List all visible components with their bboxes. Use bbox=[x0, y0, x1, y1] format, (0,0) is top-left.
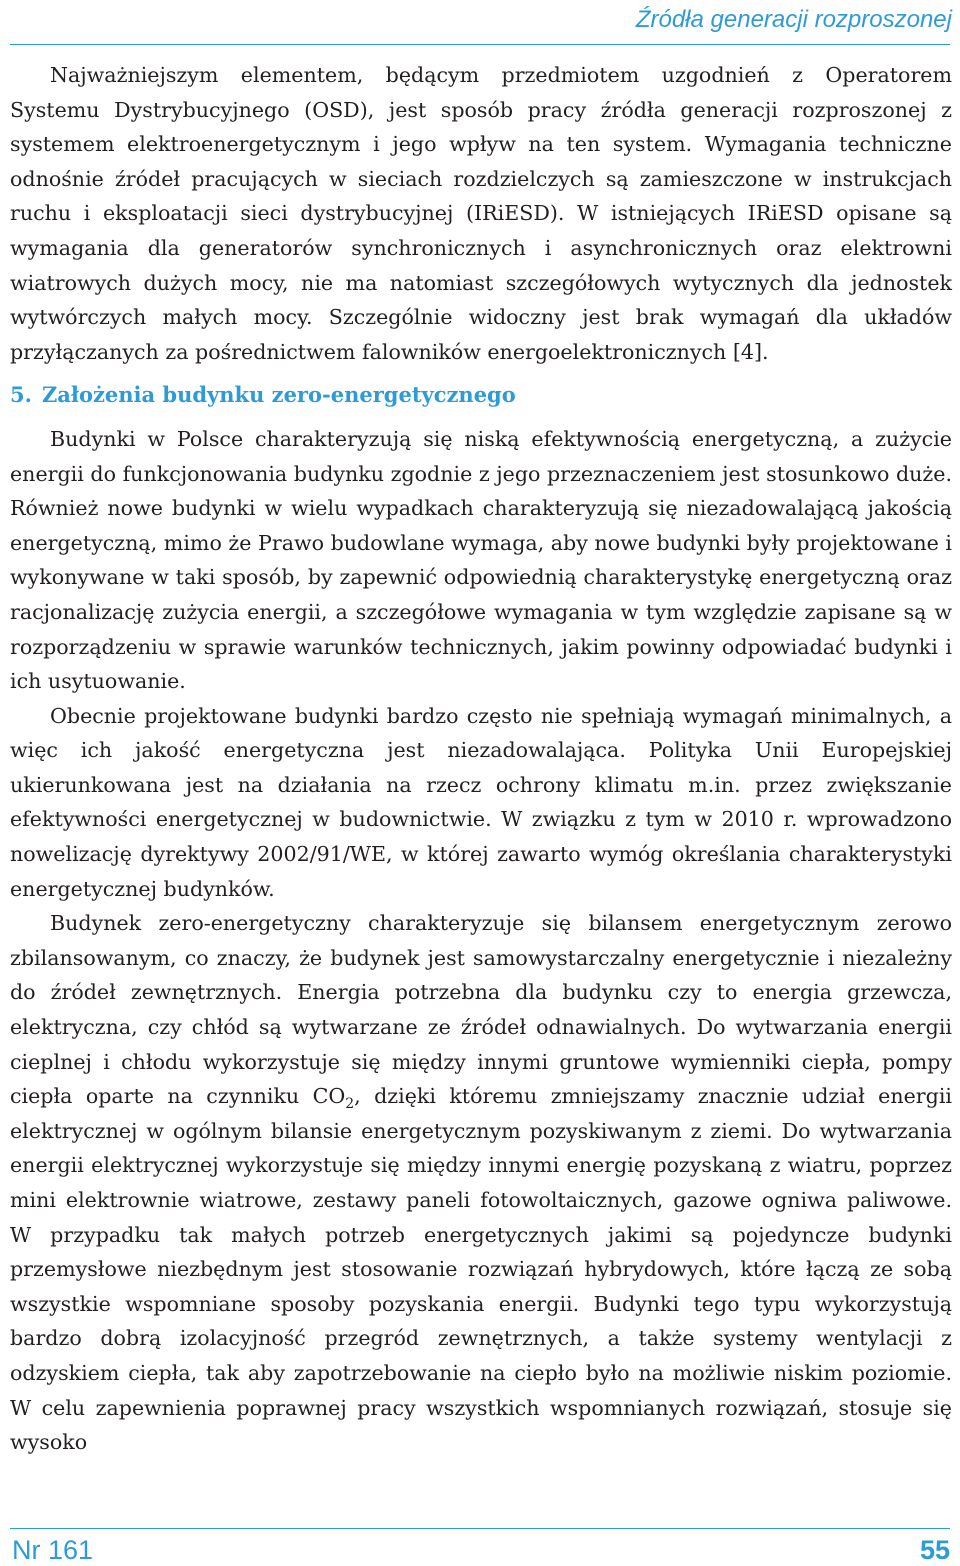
section-title: Założenia budynku zero-energetycznego bbox=[41, 382, 516, 408]
section-number: 5. bbox=[10, 382, 32, 408]
paragraph-eu-policy: Obecnie projektowane budynki bardzo często nie spełniają wymagań minimalnych, a więc ich jakość energetyczna jest niezadowalająca. Polityka Unii Europejskiej ukierunkowana jest na działania na rzecz ochrony klimatu m.in. przez zwiększanie efektywności energetycznej w budownictwie. W związku z tym w 2010 r. wprowadzono nowelizację dyrektywy 2002/91/WE, w której zawarto wymóg określania charakterystyki energetycznej budynków. bbox=[10, 703, 952, 901]
paragraph-text-part-2: , dzięki któremu zmniejszamy znacznie udział energii elektrycznej w ogólnym bilansie energetycznym pozyskiwanym z ziemi. Do wytwarzania energii elektrycznej wykorzystuje się między innymi energię pozyskaną z wiatru, poprzez mini elektrownie wiatrowe, zestawy paneli fotowoltaicznych, gazowe ogniwa paliwowe. W przypadku tak małych potrzeb energetycznych jakimi są pojedyncze budynki przemysłowe niezbędnym jest stosowanie rozwiązań hybrydowych, które łączą ze sobą wszystkie wspomniane sposoby pozyskania energii. Budynki tego typu wykorzystują bardzo dobrą izolacyjność przegród zewnętrznych, a także systemy wentylacji z odzyskiem ciepła, tak aby zapotrzebowanie na ciepło było na możliwie niskim poziomie. W celu zapewnienia poprawnej pracy wszystkich wspomnianych rozwiązań, stosuje się wysoko bbox=[10, 1084, 952, 1455]
footer-divider bbox=[10, 1528, 950, 1529]
subscript-2: 2 bbox=[345, 1096, 355, 1113]
running-header-title: Źródła generacji rozproszonej bbox=[635, 6, 952, 33]
paragraph-energy-efficiency: Budynki w Polsce charakteryzują się niską efektywnością energetyczną, a zużycie energii do funkcjonowania budynku zgodnie z jego przeznaczeniem jest stosunkowo duże. Również nowe budynki w wielu wypadkach charakteryzują się niezadowalającą jakością energetyczną, mimo że Prawo budowlane wymaga, aby nowe budynki były projektowane i wykonywane w taki sposób, by zapewnić odpowiednią charakterystykę energetyczną oraz racjonalizację zużycia energii, a szczegółowe wymagania w tym względzie zapisane są w rozporządzeniu w sprawie warunków technicznych, jakim powinny odpowiadać budynki i ich usytuowanie. bbox=[10, 426, 952, 694]
paragraph-text-part-1: Budynek zero-energetyczny charakteryzuje się bilansem energetycznym zerowo zbilansowanym, co znaczy, że budynek jest samowystarczalny energetycznie i niezależny do źródeł zewnętrznych. Energia potrzebna dla budynku czy to energia grzewcza, elektryczna, czy chłód są wytwarzane ze źródeł odnawialnych. Do wytwarzania energii cieplnej i chłodu wykorzystuje się między innymi gruntowe wymienniki ciepła, pompy ciepła oparte na czynniku CO bbox=[10, 911, 952, 1109]
issue-number: Nr 161 bbox=[12, 1535, 94, 1565]
paragraph-osd-requirements: Najważniejszym elementem, będącym przedmiotem uzgodnień z Operatorem Systemu Dystrybucyjnego (OSD), jest sposób pracy źródła generacji rozproszonej z systemem elektroenergetycznym i jego wpływ na ten system. Wymagania techniczne odnośnie źródeł pracujących w sieciach rozdzielczych są zamieszczone w instrukcjach ruchu i eksploatacji sieci dystrybucyjnej (IRiESD). W istniejących IRiESD opisane są wymagania dla generatorów synchronicznych i asynchronicznych oraz elektrowni wiatrowych dużych mocy, nie ma natomiast szczegółowych wytycznych dla jednostek wytwórczych małych mocy. Szczególnie widoczny jest brak wymagań dla układów przyłączanych za pośrednictwem falowników energoelektronicznych [4]. bbox=[10, 63, 952, 364]
header-divider bbox=[10, 44, 950, 45]
section-heading bbox=[10, 378, 952, 413]
page-number: 55 bbox=[919, 1535, 950, 1565]
article-body bbox=[10, 58, 952, 1460]
paragraph-zero-energy-building bbox=[10, 906, 952, 1460]
